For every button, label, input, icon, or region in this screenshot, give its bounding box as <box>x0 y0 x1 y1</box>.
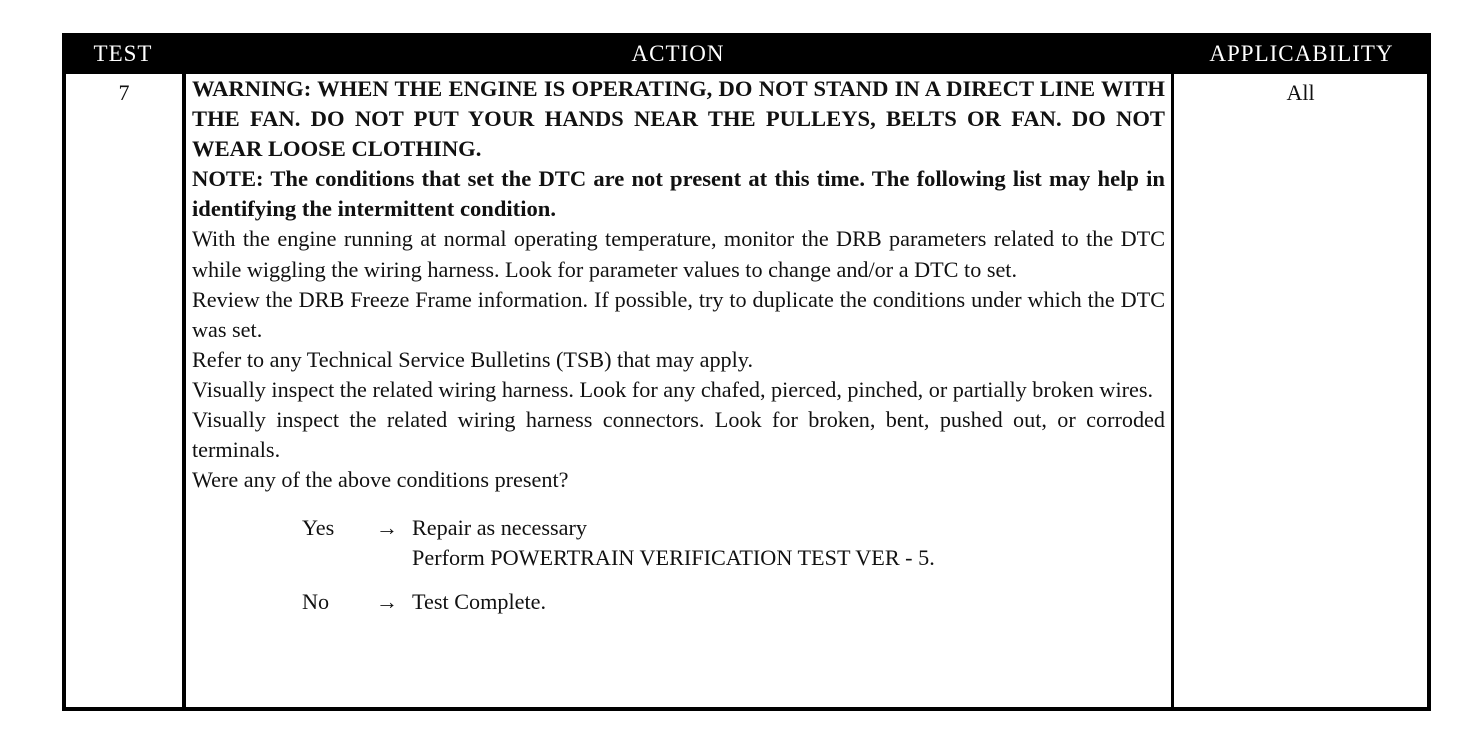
diagnostic-table <box>62 33 1431 711</box>
option-no <box>192 587 1165 617</box>
instruction-paragraph: Visually inspect the related wiring harness. Look for any chafed, pierced, pinched, or partially broken wires. <box>192 376 1154 402</box>
applicability-value: All <box>1286 80 1315 105</box>
right-arrow-icon: → <box>375 589 399 615</box>
instruction-paragraph: Review the DRB Freeze Frame information. If possible, try to duplicate the conditions under which the DTC was set. <box>192 286 1165 342</box>
option-yes-line: Perform POWERTRAIN VERIFICATION TEST VER - 5. <box>412 545 935 571</box>
instruction-paragraph: Refer to any Technical Service Bulletins (TSB) that may apply. <box>192 346 753 372</box>
test-number-cell <box>66 74 182 707</box>
option-yes-label: Yes <box>302 515 335 541</box>
test-number: 7 <box>118 80 130 105</box>
header-action: ACTION <box>631 40 725 66</box>
header-applicability: APPLICABILITY <box>1209 40 1394 66</box>
warning-text: WARNING: WHEN THE ENGINE IS OPERATING, DO NOT STAND IN A DIRECT LINE WITH THE FAN. DO NOT PUT YOUR HANDS NEAR THE PULLEYS, BELTS OR FAN. DO NOT WEAR LOOSE CLOTHING. <box>192 76 1165 162</box>
result-options <box>192 513 1165 617</box>
instruction-paragraph: Visually inspect the related wiring harness connectors. Look for broken, bent, pushed out, or corroded terminals. <box>192 407 1165 463</box>
option-yes <box>192 513 1165 573</box>
option-yes-line: Repair as necessary <box>412 515 587 541</box>
question-text: Were any of the above conditions present? <box>192 467 569 493</box>
header-test: TEST <box>93 40 153 66</box>
note-text: NOTE: The conditions that set the DTC are not present at this time. The following list may help in identifying the intermittent condition. <box>192 166 1165 222</box>
instruction-paragraph: With the engine running at normal operating temperature, monitor the DRB parameters related to the DTC while wiggling the wiring harness. Look for parameter values to change and/or a DTC to set. <box>192 226 1165 282</box>
action-cell <box>186 74 1171 707</box>
option-no-label: No <box>302 589 330 615</box>
applicability-cell <box>1174 74 1427 707</box>
option-no-text <box>412 587 1165 617</box>
option-no-line: Test Complete. <box>412 589 547 615</box>
right-arrow-icon: → <box>375 515 399 541</box>
option-yes-text <box>412 513 1165 573</box>
